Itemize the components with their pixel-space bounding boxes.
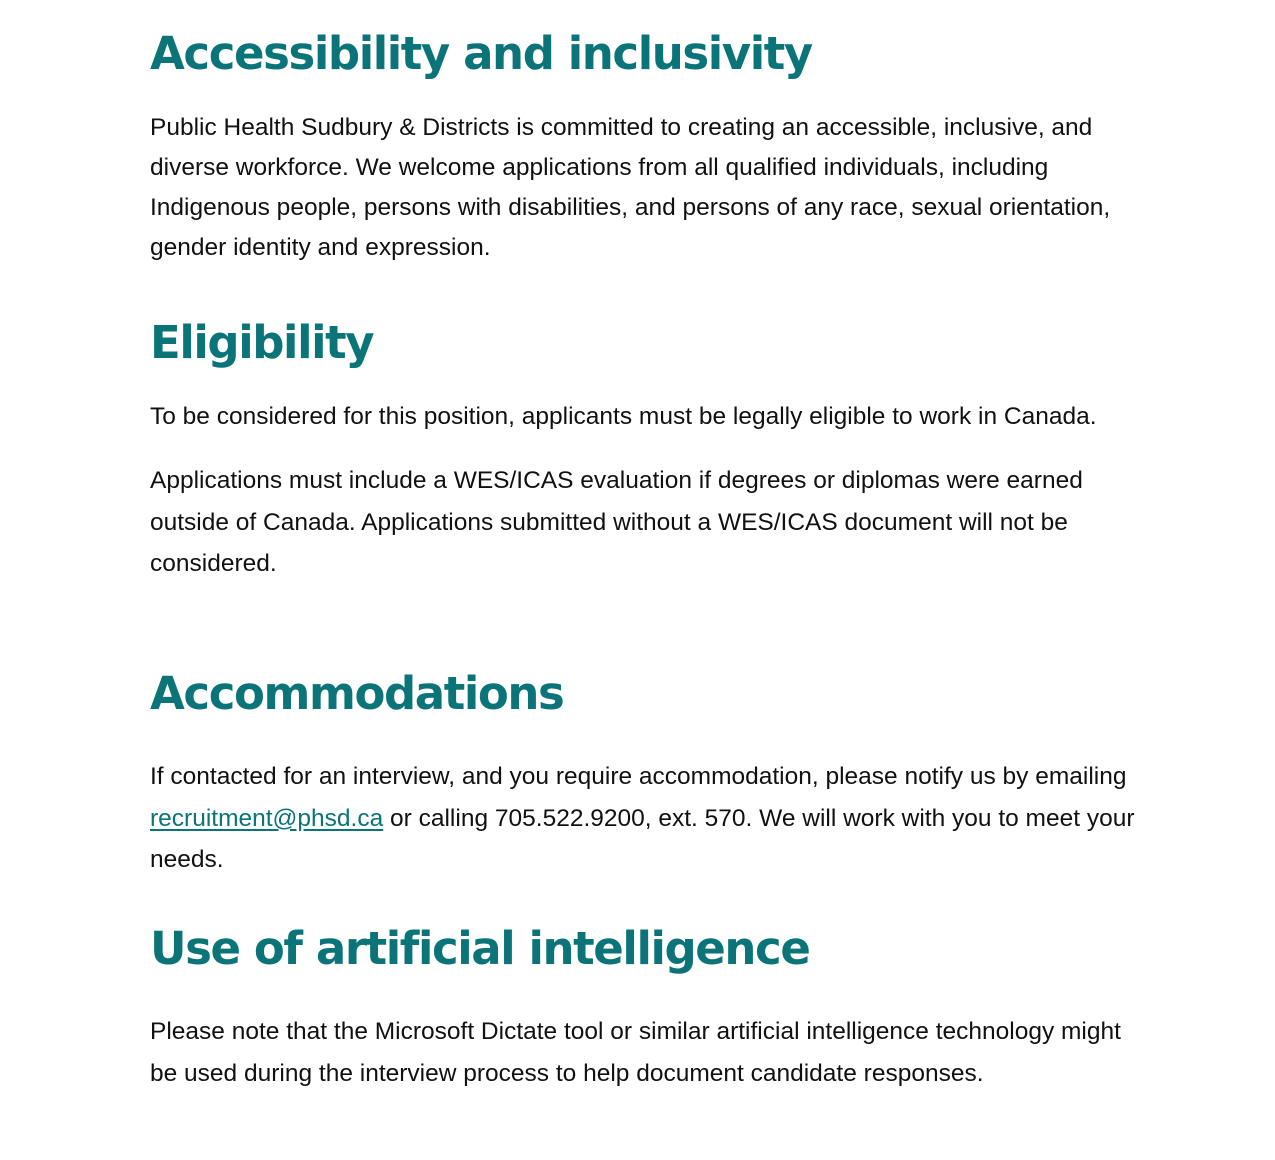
- accommodations-text: [150, 756, 1140, 881]
- accommodations-section: [150, 666, 1140, 881]
- eligibility-heading: Eligibility: [150, 316, 374, 369]
- accommodations-text-after: or calling 705.522.9200, ext. 570. We will work with you to meet your needs.: [150, 804, 1135, 873]
- accessibility-section: [150, 26, 1140, 268]
- eligibility-section: [150, 315, 1140, 585]
- wes-icas-text: Applications must include a WES/ICAS evaluation if degrees or diplomas were earned outside of Canada. Applications submitted without a WES/ICAS document will not be considered.: [150, 467, 1083, 577]
- eligibility-text: To be considered for this position, applicants must be legally eligible to work in Canada.: [150, 403, 1097, 430]
- accessibility-text: Public Health Sudbury & Districts is committed to creating an accessible, inclusive, and diverse workforce. We welcome applications from all qualified individuals, including Indigenous people, persons with disabilities, and persons of any race, sexual orientation, gender identity and expression.: [150, 114, 1111, 261]
- accessibility-heading: Accessibility and inclusivity: [150, 27, 812, 80]
- ai-text: Please note that the Microsoft Dictate tool or similar artificial intelligence technology might be used during the interview process to help document candidate responses.: [150, 1018, 1121, 1087]
- recruitment-email-link[interactable]: recruitment@phsd.ca: [150, 804, 384, 832]
- ai-heading: Use of artificial intelligence: [150, 922, 810, 975]
- ai-section: [150, 921, 1140, 1094]
- accommodations-heading: Accommodations: [150, 667, 564, 720]
- accommodations-text-before: If contacted for an interview, and you require accommodation, please notify us by emailing: [150, 763, 1127, 790]
